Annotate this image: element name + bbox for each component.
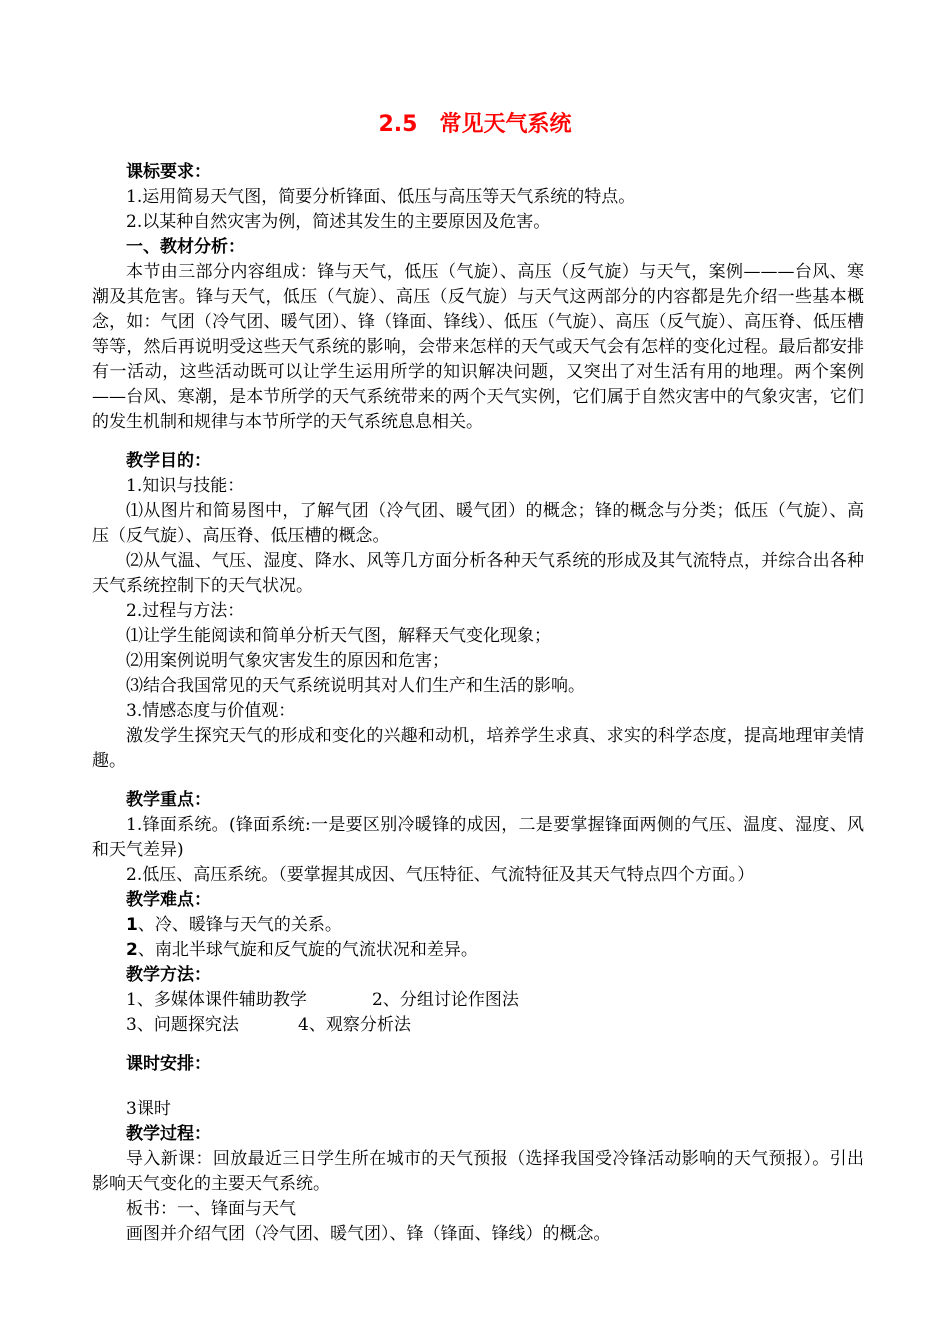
heading-mudi: 教学目的：	[126, 451, 211, 471]
heading-guocheng: 教学过程：	[126, 1124, 211, 1144]
nandian-item-1	[92, 913, 864, 938]
mudi-item-3: 3.情感态度与价值观：	[126, 701, 296, 721]
fangfa-row-2	[92, 1013, 864, 1038]
heading-keshi: 课时安排：	[126, 1054, 211, 1074]
zhongdian-item-1: 1.锋面系统。(锋面系统:一是要区别冷暖锋的成因，二是要掌握锋面两侧的气压、温度、湿度、风和天气差异)	[92, 815, 864, 860]
kebiao-item-2: 2.以某种自然灾害为例，简述其发生的主要原因及危害。	[126, 212, 551, 232]
daoru-paragraph: 导入新课：回放最近三日学生所在城市的天气预报（选择我国受冷锋活动影响的天气预报）。引出影响天气变化的主要天气系统。	[92, 1149, 864, 1194]
title-text: 常见天气系统	[439, 112, 572, 137]
nandian-item-2	[92, 938, 864, 963]
kebiao-item-1: 1.运用简易天气图，简要分析锋面、低压与高压等天气系统的特点。	[126, 187, 636, 207]
fangfa-row-1	[92, 988, 864, 1013]
heading-zhongdian: 教学重点：	[126, 790, 211, 810]
mudi-item-2-2: ⑵用案例说明气象灾害发生的原因和危害；	[126, 651, 449, 671]
fangfa-item-4: 4、观察分析法	[298, 1015, 411, 1035]
title-number: 2.5	[378, 112, 418, 137]
nandian-item-2-number: 2	[126, 940, 138, 960]
nandian-item-1-number: 1	[126, 915, 138, 935]
heading-fangfa: 教学方法：	[126, 965, 211, 985]
jiaocai-paragraph: 本节由三部分内容组成：锋与天气，低压（气旋）、高压（反气旋）与天气，案例———台风、寒潮及其危害。锋与天气，低压（气旋）、高压（反气旋）与天气这两部分的内容都是先介绍一些基本概念，如：气团（冷气团、暖气团）、锋（锋面、锋线）、低压（气旋）、高压（反气旋）、高压脊、低压槽等等，然后再说明受这些天气系统的影响，会带来怎样的天气或天气会有怎样的变化过程。最后都安排有一活动，这些活动既可以让学生运用所学的知识解决问题，又突出了对生活有用的地理。两个案例——台风、寒潮，是本节所学的天气系统带来的两个天气实例，它们属于自然灾害中的气象灾害，它们的发生机制和规律与本节所学的天气系统息息相关。	[92, 262, 864, 432]
mudi-item-1-1: ⑴从图片和简易图中，了解气团（冷气团、暖气团）的概念；锋的概念与分类；低压（气旋）、高压（反气旋）、高压脊、低压槽的概念。	[92, 501, 864, 546]
banshu-line: 板书：一、锋面与天气	[126, 1199, 296, 1219]
heading-jiaocai: 一、教材分析：	[126, 237, 245, 257]
fangfa-item-2: 2、分组讨论作图法	[372, 990, 519, 1010]
document-body	[92, 160, 864, 1247]
heading-nandian: 教学难点：	[126, 890, 211, 910]
nandian-item-1-text: 、冷、暖锋与天气的关系。	[137, 915, 342, 935]
mudi-item-2: 2.过程与方法：	[126, 601, 245, 621]
huatu-line: 画图并介绍气团（冷气团、暖气团）、锋（锋面、锋线）的概念。	[126, 1224, 611, 1244]
fangfa-item-3: 3、问题探究法	[126, 1015, 239, 1035]
zhongdian-item-2: 2.低压、高压系统。（要掌握其成因、气压特征、气流特征及其天气特点四个方面。）	[126, 865, 755, 885]
mudi-item-3-paragraph: 激发学生探究天气的形成和变化的兴趣和动机，培养学生求真、求实的科学态度，提高地理审美情趣。	[92, 726, 864, 771]
heading-kebiao: 课标要求：	[126, 162, 211, 182]
keshi-value: 3课时	[126, 1099, 171, 1119]
mudi-item-2-3: ⑶结合我国常见的天气系统说明其对人们生产和生活的影响。	[126, 676, 585, 696]
mudi-item-1-2: ⑵从气温、气压、湿度、降水、风等几方面分析各种天气系统的形成及其气流特点，并综合出各种天气系统控制下的天气状况。	[92, 551, 864, 596]
nandian-item-2-text: 、南北半球气旋和反气旋的气流状况和差异。	[137, 940, 478, 960]
mudi-item-2-1: ⑴让学生能阅读和简单分析天气图，解释天气变化现象；	[126, 626, 551, 646]
page-title	[0, 110, 950, 140]
mudi-item-1: 1.知识与技能：	[126, 476, 245, 496]
fangfa-item-1: 1、多媒体课件辅助教学	[126, 990, 307, 1010]
